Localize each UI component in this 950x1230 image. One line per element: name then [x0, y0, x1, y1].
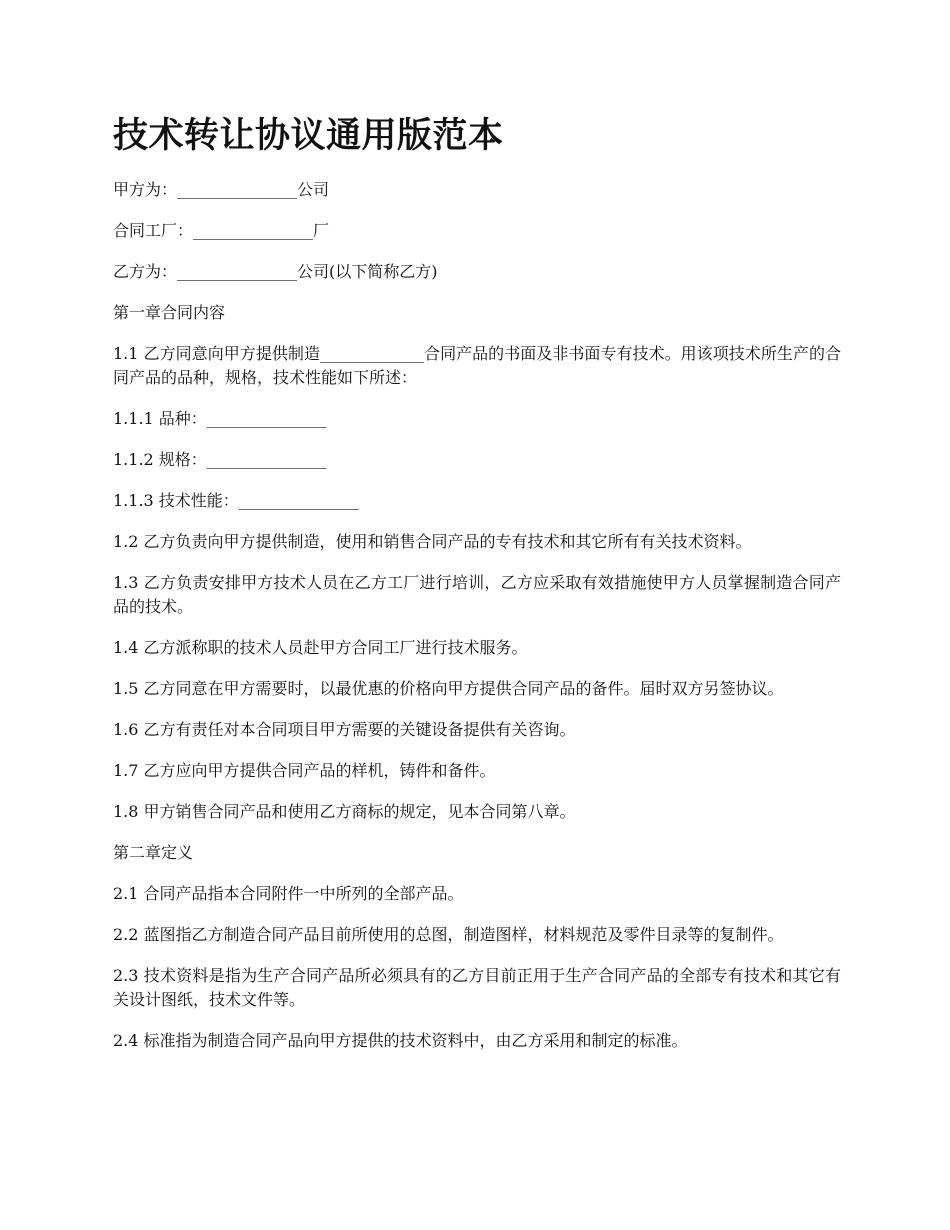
clause-paragraph: 1.3 乙方负责安排甲方技术人员在乙方工厂进行培训，乙方应采取有效措施使甲方人员掌握制造合同产品的技术。 [113, 573, 841, 616]
clause-paragraph: 2.1 合同产品指本合同附件一中所列的全部产品。 [113, 884, 464, 903]
clause-paragraph: 1.5 乙方同意在甲方需要时，以最优惠的价格向甲方提供合同产品的备件。届时双方另签协议。 [113, 679, 784, 698]
clause-paragraph: 1.7 乙方应向甲方提供合同产品的样机，铸件和备件。 [113, 761, 496, 780]
clause-paragraph: 2.3 技术资料是指为生产合同产品所必须具有的乙方目前正用于生产合同产品的全部专有技术和其它有关设计图纸，技术文件等。 [113, 966, 841, 1009]
contract-factory-line: 合同工厂：_______________厂 [113, 221, 330, 240]
clause-paragraph: 1.6 乙方有责任对本合同项目甲方需要的关键设备提供有关咨询。 [113, 720, 576, 739]
document-page [113, 112, 841, 1070]
party-a-line: 甲方为：_______________公司 [113, 180, 330, 199]
clause-paragraph: 2.2 蓝图指乙方制造合同产品目前所使用的总图，制造图样，材料规范及零件目录等的复制件。 [113, 925, 784, 944]
clause-paragraph: 1.8 甲方销售合同产品和使用乙方商标的规定，见本合同第八章。 [113, 802, 576, 821]
clause-paragraph: 1.1.1 品种：_______________ [113, 409, 327, 428]
chapter-heading: 第一章合同内容 [113, 303, 226, 322]
document-title: 技术转让协议通用版范本 [113, 116, 504, 156]
clause-paragraph: 1.1 乙方同意向甲方提供制造_____________合同产品的书面及非书面专有技术。用该项技术所生产的合同产品的品种，规格，技术性能如下所述： [113, 344, 841, 387]
clause-paragraph: 1.1.2 规格：_______________ [113, 450, 327, 469]
party-b-line: 乙方为：_______________公司(以下简称乙方) [113, 262, 438, 281]
chapter-heading: 第二章定义 [113, 843, 194, 862]
clause-paragraph: 1.4 乙方派称职的技术人员赴甲方合同工厂进行技术服务。 [113, 638, 528, 657]
clause-paragraph: 1.1.3 技术性能：_______________ [113, 491, 359, 510]
clause-paragraph: 2.4 标准指为制造合同产品向甲方提供的技术资料中，由乙方采用和制定的标准。 [113, 1031, 688, 1050]
clause-paragraph: 1.2 乙方负责向甲方提供制造，使用和销售合同产品的专有技术和其它所有有关技术资料。 [113, 532, 752, 551]
